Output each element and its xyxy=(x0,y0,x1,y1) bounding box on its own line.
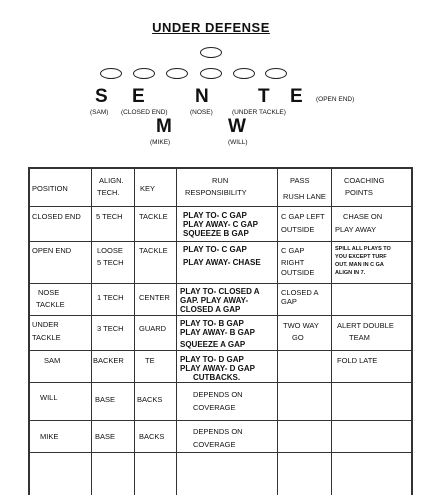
table-cell: TACKLE xyxy=(139,212,168,221)
table-cell: BASE xyxy=(95,432,116,441)
header-align: ALIGN. xyxy=(99,176,124,185)
table-cell: SQUEEZE A GAP xyxy=(180,340,246,349)
header-key: KEY xyxy=(140,184,156,193)
table-cell: C GAP LEFT xyxy=(281,212,325,221)
table-rule xyxy=(28,350,413,351)
nose-letter: N xyxy=(195,86,209,107)
table-cell: OUT. MAN IN C GA xyxy=(335,262,384,268)
table-cell: NOSE xyxy=(38,288,60,297)
table-rule xyxy=(28,283,413,284)
table-cell: SAM xyxy=(44,356,61,365)
table-cell: UNDER xyxy=(32,320,59,329)
table-cell: CLOSED A GAP xyxy=(180,305,241,314)
table-rule xyxy=(28,206,413,207)
table-cell: 5 TECH xyxy=(97,258,124,267)
sam-letter: S xyxy=(95,86,108,107)
table-cell: BACKS xyxy=(137,395,163,404)
header-responsibility: RESPONSIBILITY xyxy=(185,188,247,197)
table-cell: TWO WAY xyxy=(283,321,319,330)
closed-end-label: (CLOSED END) xyxy=(121,109,168,116)
table-cell: COVERAGE xyxy=(193,403,236,412)
header-coaching: COACHING xyxy=(344,176,385,185)
table-rule xyxy=(28,167,30,495)
table-cell: FOLD LATE xyxy=(337,356,378,365)
table-cell: PLAY TO- C GAP xyxy=(183,245,247,254)
center-oval xyxy=(200,47,222,58)
header-tech: TECH. xyxy=(97,188,120,197)
will-label: (WILL) xyxy=(228,139,248,146)
table-cell: GAP. PLAY AWAY- xyxy=(180,296,249,305)
table-cell: MIKE xyxy=(40,432,59,441)
header-position: POSITION xyxy=(32,184,68,193)
table-cell: CENTER xyxy=(139,293,170,302)
lineman-oval xyxy=(133,68,155,79)
table-cell: WILL xyxy=(40,393,58,402)
table-cell: COVERAGE xyxy=(193,440,236,449)
header-pass: PASS xyxy=(290,176,310,185)
table-cell: ALIGN IN 7. xyxy=(335,270,366,276)
table-cell: PLAY AWAY- B GAP xyxy=(180,328,255,337)
lineman-oval xyxy=(233,68,255,79)
table-cell: BASE xyxy=(95,395,116,404)
table-cell: SQUEEZE B GAP xyxy=(183,229,249,238)
table-cell: PLAY AWAY- C GAP xyxy=(183,220,258,229)
open-end-letter: E xyxy=(290,86,303,107)
table-cell: OUTSIDE xyxy=(281,268,315,277)
table-cell: TACKLE xyxy=(36,300,65,309)
header-rush-lane: RUSH LANE xyxy=(283,192,326,201)
open-end-label: (OPEN END) xyxy=(316,96,355,103)
table-rule xyxy=(176,167,177,495)
closed-end-letter: E xyxy=(132,86,145,107)
table-cell: CLOSED A xyxy=(281,288,319,297)
mike-label: (MIKE) xyxy=(150,139,171,146)
table-rule xyxy=(134,167,135,495)
table-cell: TACKLE xyxy=(139,246,168,255)
table-cell: CUTBACKS. xyxy=(193,373,241,382)
table-cell: ALERT DOUBLE xyxy=(337,321,394,330)
table-cell: TE xyxy=(145,356,155,365)
table-rule xyxy=(28,420,413,421)
table-cell: CLOSED END xyxy=(32,212,81,221)
table-rule xyxy=(28,167,413,169)
table-cell: DEPENDS ON xyxy=(193,390,243,399)
table-cell: PLAY TO- C GAP xyxy=(183,211,247,220)
table-cell: 3 TECH xyxy=(97,324,124,333)
lineman-oval xyxy=(100,68,122,79)
table-rule xyxy=(28,452,413,453)
table-cell: PLAY TO- D GAP xyxy=(180,355,244,364)
table-cell: SPILL ALL PLAYS TO xyxy=(335,246,391,252)
table-cell: OUTSIDE xyxy=(281,225,315,234)
table-cell: PLAY TO- CLOSED A xyxy=(180,287,260,296)
table-cell: LOOSE xyxy=(97,246,123,255)
table-rule xyxy=(331,167,332,495)
table-cell: CHASE ON xyxy=(343,212,383,221)
table-cell: GAP xyxy=(281,297,297,306)
lineman-oval xyxy=(166,68,188,79)
table-cell: BACKS xyxy=(139,432,165,441)
lineman-oval xyxy=(265,68,287,79)
mike-letter: M xyxy=(156,116,172,137)
table-cell: 5 TECH xyxy=(96,212,123,221)
table-rule xyxy=(28,241,413,242)
table-cell: YOU EXCEPT TURF xyxy=(335,254,387,260)
table-cell: DEPENDS ON xyxy=(193,427,243,436)
table-cell: BACKER xyxy=(93,356,124,365)
table-cell: PLAY AWAY- CHASE xyxy=(183,258,261,267)
under-tackle-label: (UNDER TACKLE) xyxy=(232,109,286,116)
nose-label: (NOSE) xyxy=(190,109,213,116)
table-rule xyxy=(411,167,413,495)
table-cell: OPEN END xyxy=(32,246,72,255)
table-cell: RIGHT xyxy=(281,258,305,267)
table-cell: C GAP xyxy=(281,246,305,255)
table-cell: PLAY AWAY xyxy=(335,225,377,234)
under-tackle-letter: T xyxy=(258,86,270,107)
sam-label: (SAM) xyxy=(90,109,109,116)
table-rule xyxy=(277,167,278,495)
table-cell: GO xyxy=(292,333,304,342)
will-letter: W xyxy=(228,116,246,137)
table-rule xyxy=(28,315,413,316)
lineman-oval xyxy=(200,68,222,79)
table-cell: 1 TECH xyxy=(97,293,124,302)
table-cell: TEAM xyxy=(349,333,370,342)
table-cell: PLAY TO- B GAP xyxy=(180,319,244,328)
table-cell: TACKLE xyxy=(32,333,61,342)
table-cell: PLAY AWAY- D GAP xyxy=(180,364,255,373)
header-points: POINTS xyxy=(345,188,373,197)
header-run: RUN xyxy=(212,176,229,185)
table-cell: GUARD xyxy=(139,324,167,333)
page-title: UNDER DEFENSE xyxy=(152,20,270,35)
table-rule xyxy=(91,167,92,495)
